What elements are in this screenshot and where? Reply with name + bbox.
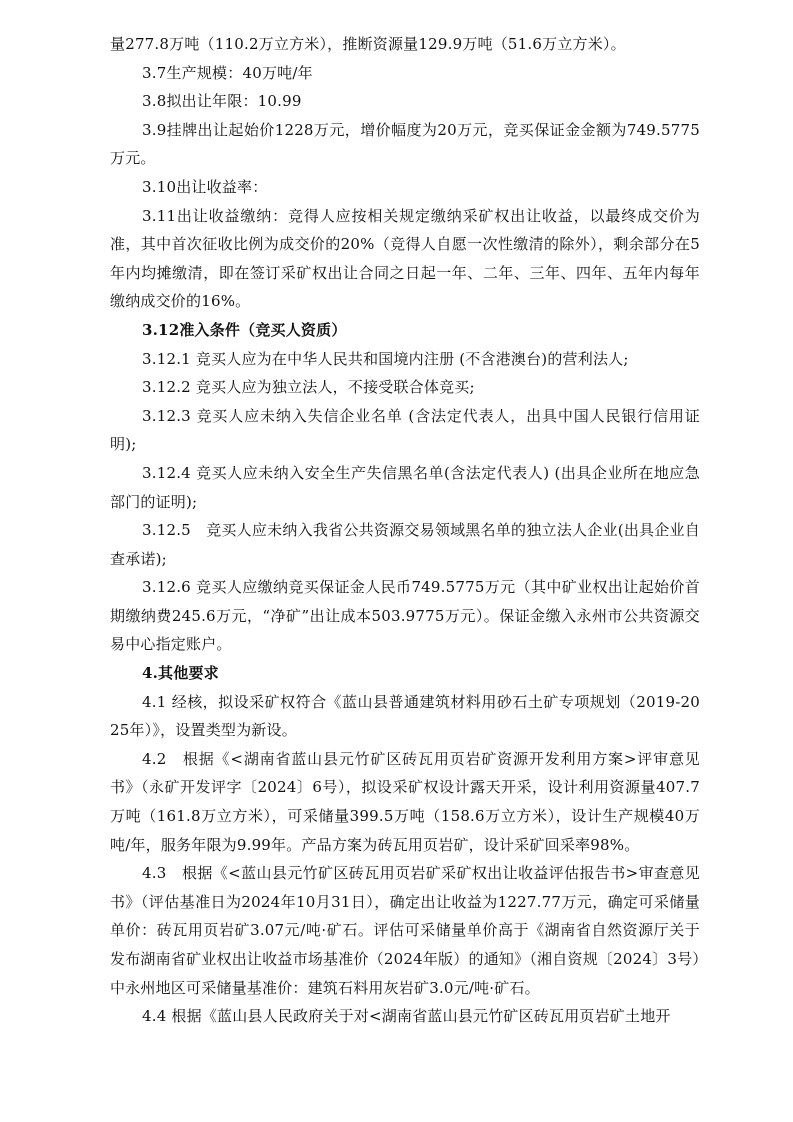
paragraph-continued-reserves: 量277.8万吨（110.2万立方米），推断资源量129.9万吨（51.6万立方米）。 <box>110 35 626 53</box>
paragraph-3-12-3: 3.12.3 竞买人应未纳入失信企业名单 (含法定代表人，出具中国人民银行信用证明); <box>110 406 700 454</box>
paragraph-3-12-6: 3.12.6 竞买人应缴纳竞买保证金人民币749.5775万元（其中矿业权出让起始价首期缴纳费245.6万元，“净矿”出让成本503.9775万元）。保证金缴入永州市公共资源交易中心指定账户。 <box>110 578 700 654</box>
paragraph-3-12-1: 3.12.1 竞买人应为在中华人民共和国境内注册 (不含港澳台)的营利法人; <box>142 349 629 368</box>
heading-4-other-requirements: 4.其他要求 <box>142 664 219 683</box>
paragraph-4-2: 4.2 根据《<湖南省蓝山县元竹矿区砖瓦用页岩矿资源开发利用方案>评审意见书》（永矿开发评字〔2024〕6号），拟设采矿权设计露天开采，设计利用资源量407.7万吨（161.8万立方米），可采储量399.5万吨（158.6万立方米），设计生产规模40万吨/年，服务年限为9.99年。产品方案为砖瓦用页岩矿，设计采矿回采率98%。 <box>110 749 700 854</box>
paragraph-3-10-revenue-rate: 3.10出让收益率： <box>142 177 268 196</box>
paragraph-4-1: 4.1 经核，拟设采矿权符合《蓝山县普通建筑材料用砂石土矿专项规划（2019-2025年）》，设置类型为新设。 <box>110 692 700 740</box>
paragraph-3-11-revenue-payment: 3.11出让收益缴纳：竞得人应按相关规定缴纳采矿权出让收益，以最终成交价为准，其中首次征收比例为成交价的20%（竞得人自愿一次性缴清的除外），剩余部分在5年内均摊缴清，即在签订采矿权出让合同之日起一年、二年、三年、四年、五年内每年缴纳成交价的16%。 <box>110 206 700 311</box>
paragraph-3-8-transfer-years: 3.8拟出让年限：10.99 <box>142 92 302 111</box>
paragraph-4-4: 4.4 根据《蓝山县人民政府关于对<湖南省蓝山县元竹矿区砖瓦用页岩矿土地开 <box>142 1007 671 1026</box>
paragraph-3-12-4: 3.12.4 竞买人应未纳入安全生产失信黑名单(含法定代表人) (出具企业所在地应急部门的证明); <box>110 463 700 511</box>
document-body <box>110 30 700 1031</box>
paragraph-4-3: 4.3 根据《<蓝山县元竹矿区砖瓦用页岩矿采矿权出让收益评估报告书>审查意见书》（评估基准日为2024年10月31日），确定出让收益为1227.77万元，确定可采储量单价：砖瓦用页岩矿3.07元/吨·矿石。评估可采储量单价高于《湖南省自然资源厅关于发布湖南省矿业权出让收益市场基准价（2024年版）的通知》（湘自资规〔2024〕3号）中永州地区可采储量基准价：建筑石料用灰岩矿3.0元/吨·矿石。 <box>110 864 700 997</box>
paragraph-3-12-5: 3.12.5 竞买人应未纳入我省公共资源交易领域黑名单的独立法人企业(出具企业自查承诺); <box>110 521 700 568</box>
paragraph-3-9-starting-price: 3.9挂牌出让起始价1228万元，增价幅度为20万元，竞买保证金金额为749.5775万元。 <box>110 120 700 168</box>
paragraph-3-12-2: 3.12.2 竞买人应为独立法人，不接受联合体竞买; <box>142 378 475 397</box>
heading-3-12-admission-conditions: 3.12准入条件（竞买人资质） <box>142 320 347 339</box>
paragraph-3-7-production-scale: 3.7生产规模：40万吨/年 <box>142 63 313 82</box>
